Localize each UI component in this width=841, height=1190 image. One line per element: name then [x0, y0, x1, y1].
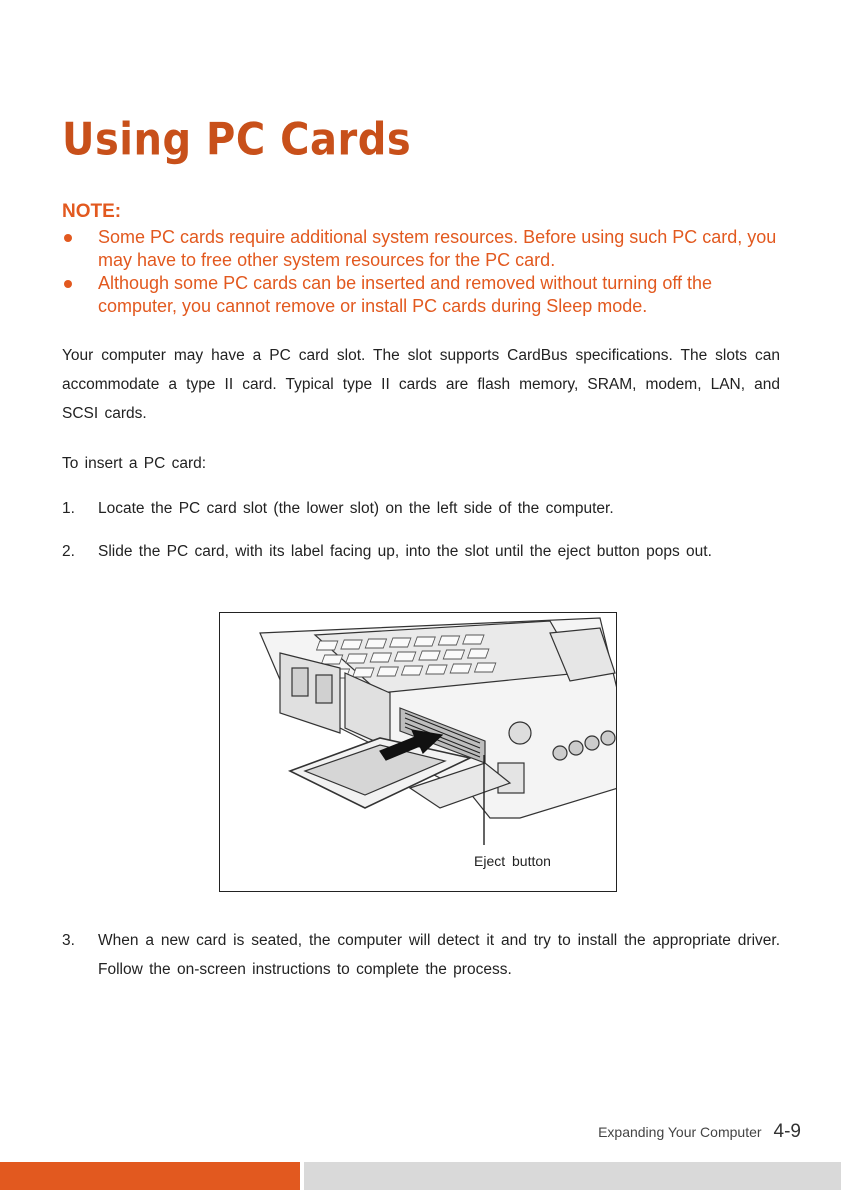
pc-card-illustration	[219, 612, 617, 892]
step-item	[62, 926, 780, 984]
note-list	[62, 226, 792, 318]
page-title: Using PC Cards	[62, 114, 412, 166]
step-number: 2.	[62, 543, 75, 560]
note-item-text: Some PC cards require additional system resources. Before using such PC card, you may have to free other system resources for the PC card.	[98, 227, 777, 270]
step-text: Locate the PC card slot (the lower slot) on the left side of the computer.	[98, 500, 614, 517]
laptop-pc-card-drawing	[220, 613, 617, 892]
step-item	[62, 537, 780, 566]
step-text: Slide the PC card, with its label facing up, into the slot until the eject button pops out.	[98, 543, 712, 560]
bullet-icon	[64, 234, 72, 242]
intro-paragraph: Your computer may have a PC card slot. The slot supports CardBus specifications. The slots can accommodate a type II card. Typical type II cards are flash memory, SRAM, modem, LAN, and SCSI cards.	[62, 347, 780, 422]
note-item	[62, 226, 792, 272]
step-number: 3.	[62, 932, 75, 949]
note-label: NOTE:	[62, 201, 122, 222]
insert-heading: To insert a PC card:	[62, 455, 207, 472]
note-item	[62, 272, 792, 318]
bullet-icon	[64, 280, 72, 288]
step-number: 1.	[62, 500, 75, 517]
footer-bar-accent	[0, 1162, 300, 1190]
footer-bar-gray	[304, 1162, 841, 1190]
note-item-text: Although some PC cards can be inserted and removed without turning off the computer, you cannot remove or install PC cards during Sleep mode.	[98, 273, 713, 316]
note-box	[62, 200, 792, 318]
page-number: 4-9	[773, 1121, 801, 1142]
eject-button-label: Eject button	[474, 853, 551, 869]
page-footer	[598, 1121, 801, 1143]
step-item	[62, 494, 780, 523]
step-text: When a new card is seated, the computer will detect it and try to install the appropriate driver. Follow the on-screen instructions to complete the process.	[98, 932, 780, 978]
footer-section-title: Expanding Your Computer	[598, 1124, 762, 1140]
